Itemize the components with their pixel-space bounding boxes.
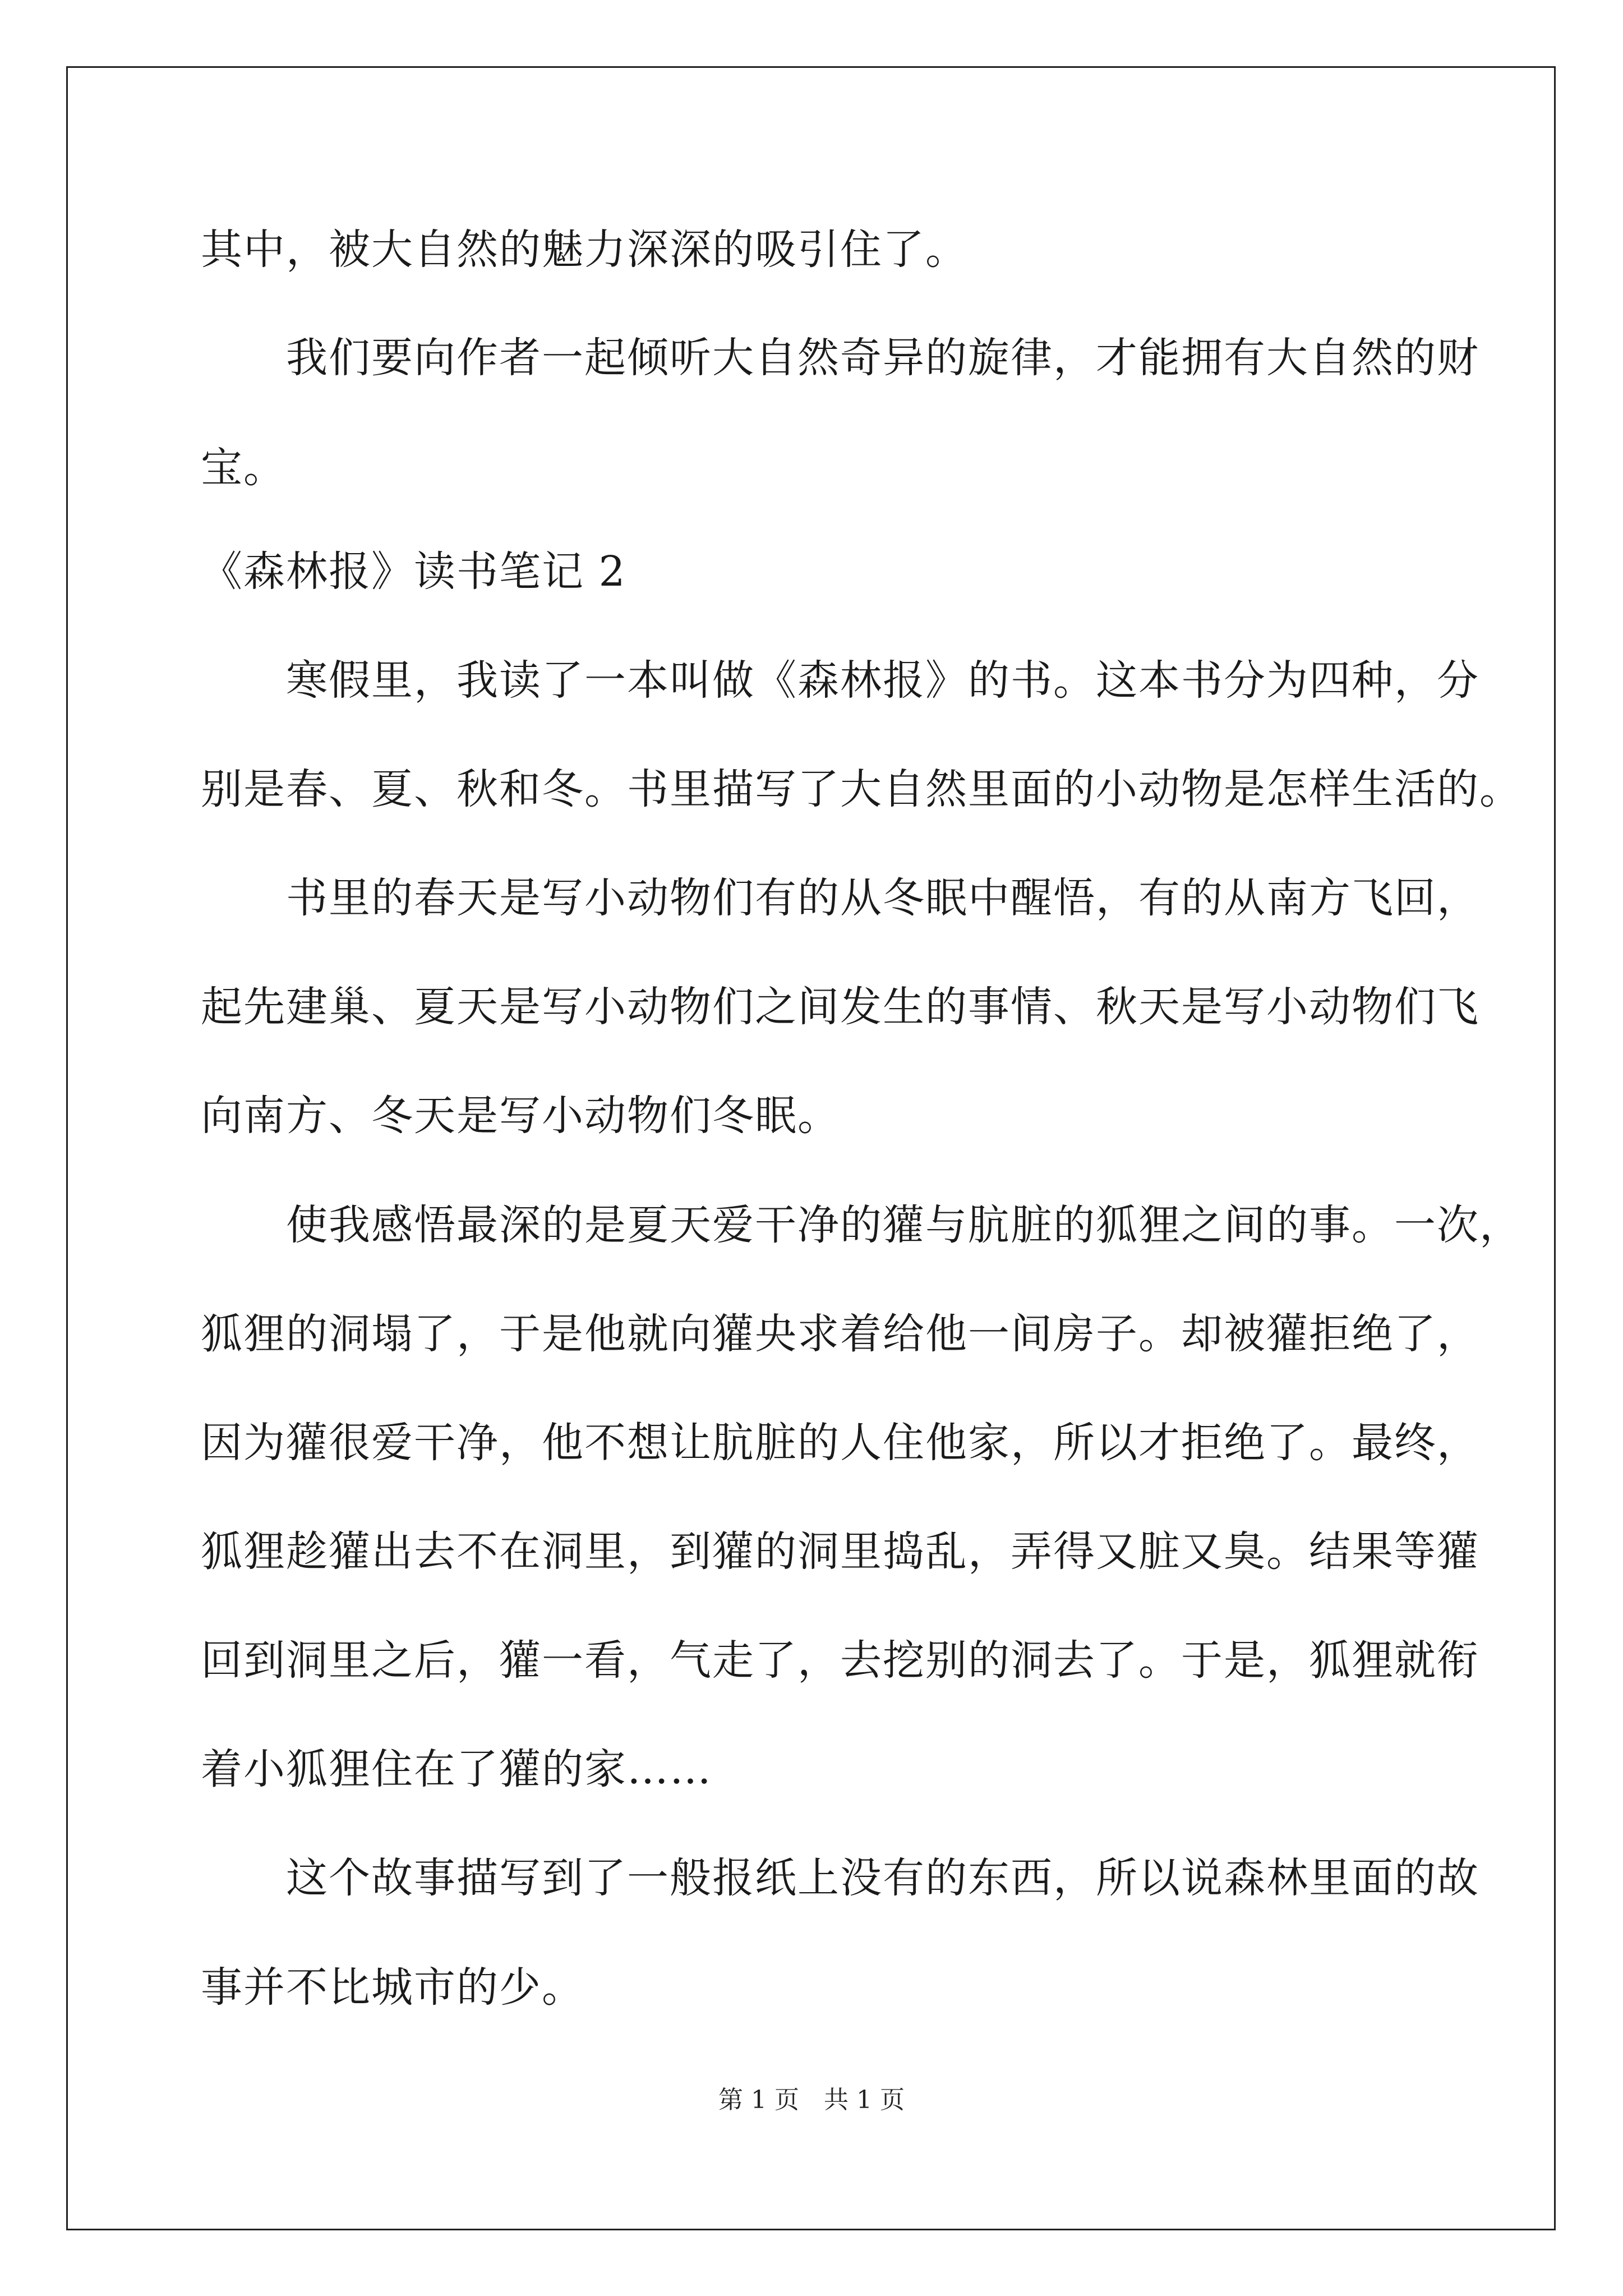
section-heading: 《森林报》读书笔记 2	[201, 547, 626, 596]
text-line-16: 这个故事描写到了一般报纸上没有的东西，所以说森林里面的故	[201, 1854, 1479, 1902]
text-line-15: 着小狐狸住在了獾的家……	[201, 1745, 712, 1793]
text-line-8: 起先建巢、夏天是写小动物们之间发生的事情、秋天是写小动物们飞	[201, 983, 1479, 1031]
text-line-1: 其中，被大自然的魅力深深的吸引住了。	[201, 226, 968, 274]
text-line-12: 因为獾很爱干净，他不想让肮脏的人住他家，所以才拒绝了。最终，	[201, 1419, 1479, 1467]
text-line-14: 回到洞里之后，獾一看，气走了，去挖别的洞去了。于是，狐狸就衔	[201, 1636, 1479, 1685]
page-border	[66, 66, 1556, 2230]
text-line-13: 狐狸趁獾出去不在洞里，到獾的洞里捣乱，弄得又脏又臭。结果等獾	[201, 1527, 1479, 1576]
text-line-3: 宝。	[201, 444, 286, 492]
text-line-9: 向南方、冬天是写小动物们冬眠。	[201, 1092, 840, 1140]
text-line-11: 狐狸的洞塌了，于是他就向獾央求着给他一间房子。却被獾拒绝了，	[201, 1310, 1479, 1358]
page-number-footer: 第 1 页 共 1 页	[718, 2086, 905, 2114]
text-line-6: 别是春、夏、秋和冬。书里描写了大自然里面的小动物是怎样生活的。	[201, 765, 1522, 813]
text-line-5: 寒假里，我读了一本叫做《森林报》的书。这本书分为四种，分	[201, 656, 1479, 705]
text-line-17: 事并不比城市的少。	[201, 1963, 584, 2012]
text-line-10: 使我感悟最深的是夏天爱干净的獾与肮脏的狐狸之间的事。一次，	[201, 1201, 1522, 1249]
text-line-2: 我们要向作者一起倾听大自然奇异的旋律，才能拥有大自然的财	[201, 334, 1479, 382]
text-line-7: 书里的春天是写小动物们有的从冬眠中醒悟，有的从南方飞回，	[201, 874, 1479, 922]
